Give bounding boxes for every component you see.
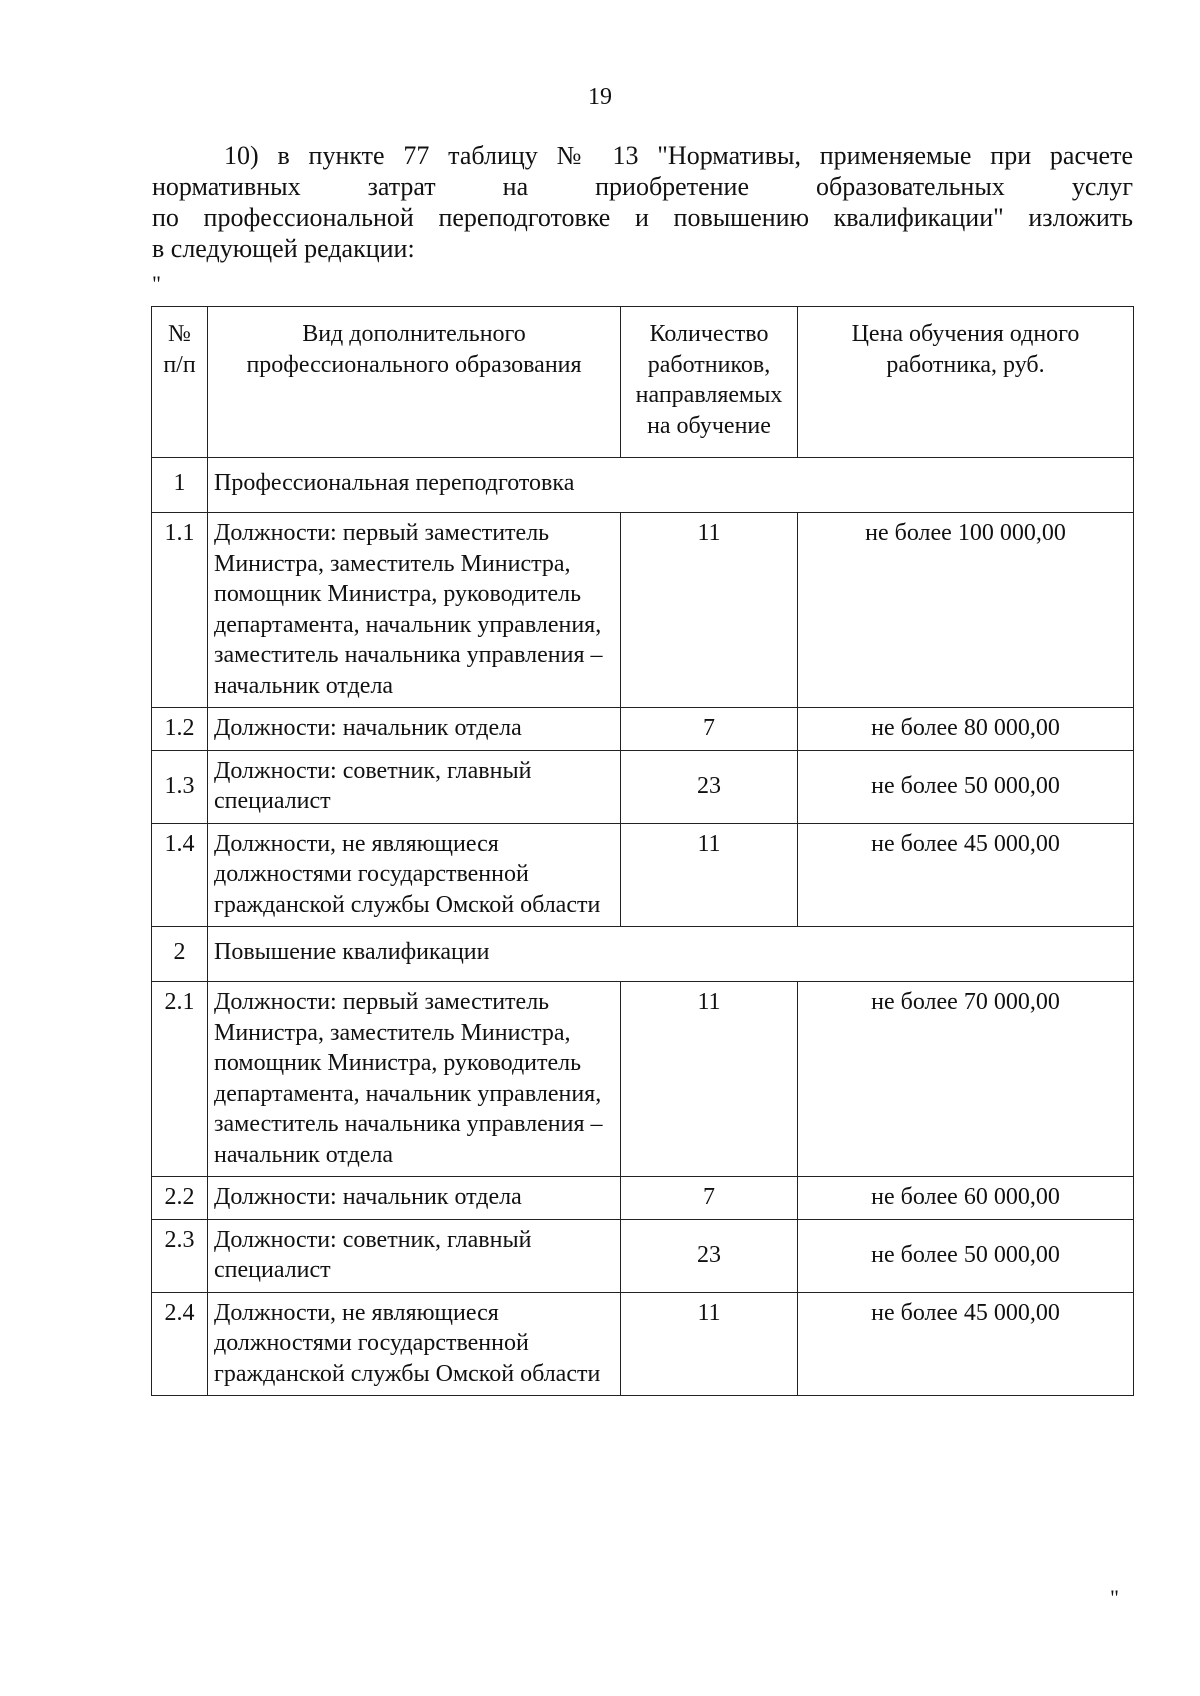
row-num: 2.3 [152, 1219, 208, 1292]
row-name: Должности: начальник отдела [208, 708, 621, 751]
closing-quote-mark: " [1110, 1585, 1119, 1610]
row-qty: 11 [621, 823, 798, 927]
row-price: не более 50 000,00 [798, 1219, 1134, 1292]
header-name: Вид дополнительного профессионального образования [208, 307, 621, 458]
row-num: 2.4 [152, 1292, 208, 1396]
row-price: не более 45 000,00 [798, 823, 1134, 927]
intro-line-4: в следующей редакции: [152, 234, 415, 263]
section-num: 1 [152, 458, 208, 513]
row-num: 1.4 [152, 823, 208, 927]
row-qty: 7 [621, 1177, 798, 1220]
row-name: Должности: советник, главный специалист [208, 1219, 621, 1292]
section-num: 2 [152, 927, 208, 982]
row-price: не более 60 000,00 [798, 1177, 1134, 1220]
section-row [152, 927, 1134, 982]
row-name: Должности: начальник отдела [208, 1177, 621, 1220]
row-name: Должности, не являющиеся должностями государственной гражданской службы Омской области [208, 1292, 621, 1396]
section-title: Профессиональная переподготовка [208, 458, 1134, 513]
page-number: 19 [588, 84, 612, 110]
header-num: № п/п [152, 307, 208, 458]
row-qty: 23 [621, 750, 798, 823]
row-price: не более 100 000,00 [798, 513, 1134, 708]
row-name: Должности: первый заместитель Министра, заместитель Министра, помощник Министра, руководитель департамента, начальник управления, заместитель начальника управления – начальник отдела [208, 982, 621, 1177]
row-qty: 11 [621, 1292, 798, 1396]
table-row [152, 982, 1134, 1177]
row-qty: 11 [621, 982, 798, 1177]
row-price: не более 80 000,00 [798, 708, 1134, 751]
table-header-row [152, 307, 1134, 458]
norms-table [151, 306, 1134, 1396]
row-num: 1.2 [152, 708, 208, 751]
row-num: 1.3 [152, 750, 208, 823]
row-num: 2.1 [152, 982, 208, 1177]
table-row [152, 1177, 1134, 1220]
table-row [152, 708, 1134, 751]
table-row [152, 1219, 1134, 1292]
row-name: Должности: первый заместитель Министра, заместитель Министра, помощник Министра, руководитель департамента, начальник управления, заместитель начальника управления – начальник отдела [208, 513, 621, 708]
header-price: Цена обучения одного работника, руб. [798, 307, 1134, 458]
table-row [152, 513, 1134, 708]
table-row [152, 823, 1134, 927]
row-qty: 11 [621, 513, 798, 708]
section-title: Повышение квалификации [208, 927, 1134, 982]
row-num: 1.1 [152, 513, 208, 708]
intro-paragraph [152, 140, 1133, 264]
row-qty: 7 [621, 708, 798, 751]
row-price: не более 45 000,00 [798, 1292, 1134, 1396]
row-name: Должности: советник, главный специалист [208, 750, 621, 823]
intro-line-1: 10) в пункте 77 таблицу № 13 "Нормативы, применяемые при расчете [224, 141, 1133, 170]
row-num: 2.2 [152, 1177, 208, 1220]
header-qty: Количество работников, направляемых на обучение [621, 307, 798, 458]
row-price: не более 70 000,00 [798, 982, 1134, 1177]
row-qty: 23 [621, 1219, 798, 1292]
table-row [152, 1292, 1134, 1396]
section-row [152, 458, 1134, 513]
row-price: не более 50 000,00 [798, 750, 1134, 823]
opening-quote-mark: " [152, 271, 161, 296]
intro-line-3: по профессиональной переподготовке и повышению квалификации" изложить [152, 203, 1133, 232]
table-row [152, 750, 1134, 823]
row-name: Должности, не являющиеся должностями государственной гражданской службы Омской области [208, 823, 621, 927]
intro-line-2: нормативных затрат на приобретение образовательных услуг [152, 172, 1133, 201]
